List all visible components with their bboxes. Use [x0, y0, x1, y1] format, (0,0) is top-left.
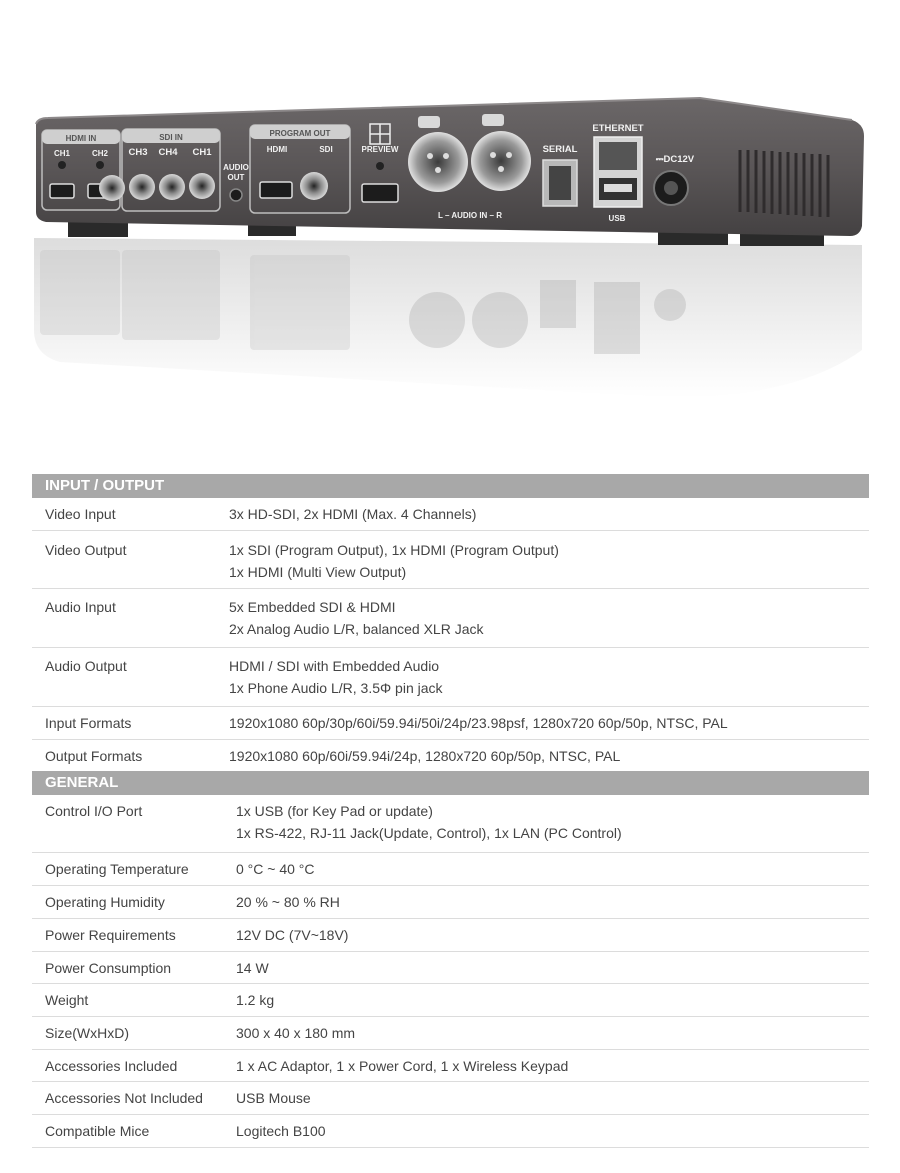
hdmi-in-label: HDMI IN [65, 134, 97, 143]
ch1-label: CH1 [53, 149, 71, 158]
spec-label: Input Formats [45, 715, 132, 731]
spec-line: 3x HD-SDI, 2x HDMI (Max. 4 Channels) [229, 506, 477, 522]
audio-in-label: L – AUDIO IN – R [437, 211, 503, 220]
table-row [32, 1050, 869, 1082]
spec-label: Operating Humidity [45, 894, 165, 910]
table-row [32, 648, 869, 707]
spec-line: 1.2 kg [236, 992, 275, 1008]
spec-label: Compatible Mice [45, 1123, 150, 1139]
serial-label: SERIAL [542, 144, 578, 155]
table-row [32, 952, 869, 984]
spec-line: 1x RS-422, RJ-11 Jack(Update, Control), 1x LAN (PC Control) [236, 825, 622, 841]
spec-line: 20 % ~ 80 % RH [236, 894, 340, 910]
dc-label: ⎓DC12V [655, 154, 695, 165]
spec-line: 1x USB (for Key Pad or update) [236, 803, 433, 819]
hdmi-port-icon [362, 184, 398, 202]
spec-value [236, 924, 869, 946]
spec-label: Weight [45, 992, 89, 1008]
spec-line: Logitech B100 [236, 1123, 326, 1139]
spec-label: Video Input [45, 506, 116, 522]
spec-label: Operating Temperature [45, 861, 189, 877]
spec-value [236, 1055, 869, 1077]
spec-value [236, 800, 869, 852]
spec-line: 14 W [236, 959, 269, 976]
spec-line: 1x Phone Audio L/R, 3.5Φ pin jack [229, 680, 443, 696]
table-row [32, 919, 869, 952]
bnc-connector-icon [129, 174, 155, 200]
spec-label: Accessories Not Included [45, 1090, 203, 1106]
device-rear-panel [0, 0, 900, 440]
ch4-label: CH4 [158, 147, 178, 158]
bnc-connector-icon [99, 175, 125, 201]
product-photo [0, 0, 900, 440]
table-row [32, 1115, 869, 1148]
spec-value [236, 957, 869, 979]
spec-line: 1920x1080 60p/60i/59.94i/24p, 1280x720 60p/50p, NTSC, PAL [229, 747, 621, 764]
spec-table [32, 474, 869, 1148]
bnc-connector-icon [300, 172, 328, 200]
spec-line: 1x SDI (Program Output), 1x HDMI (Program Output) [229, 542, 559, 558]
table-row [32, 853, 869, 886]
spec-value [229, 539, 869, 588]
section-general [32, 771, 869, 1148]
spec-label: Audio Output [45, 658, 127, 674]
spec-value [236, 1022, 869, 1044]
preview-label: PREVIEW [361, 145, 399, 154]
spec-line: USB Mouse [236, 1090, 311, 1106]
spec-line: 0 °C ~ 40 °C [236, 861, 315, 877]
spec-label: Power Requirements [45, 927, 176, 943]
section-input-output [32, 474, 869, 771]
spec-line: 1x HDMI (Multi View Output) [229, 564, 407, 580]
table-row [32, 498, 869, 531]
ch2-label: CH2 [91, 149, 109, 158]
table-row [32, 740, 869, 771]
ethernet-label: ETHERNET [592, 123, 644, 134]
audio-jack-icon [230, 189, 242, 201]
spec-label: Power Consumption [45, 959, 172, 976]
spec-value [236, 858, 869, 880]
sdi-label: SDI [319, 145, 333, 154]
spec-value [229, 503, 869, 525]
spec-label: Video Output [45, 542, 127, 558]
table-row [32, 795, 869, 853]
bnc-connector-icon [189, 173, 215, 199]
spec-value [229, 712, 869, 734]
spec-line: 2x Analog Audio L/R, balanced XLR Jack [229, 621, 484, 637]
section-header: GENERAL [32, 771, 869, 795]
spec-label: Output Formats [45, 747, 143, 764]
usb-label: USB [608, 214, 626, 223]
table-row [32, 1017, 869, 1050]
ethernet-port-icon [599, 142, 637, 170]
bnc-connector-icon [159, 174, 185, 200]
xlr-right-icon [471, 131, 531, 191]
spec-value [236, 1120, 869, 1142]
table-row [32, 886, 869, 919]
spec-value [229, 745, 869, 767]
hdmi-port-icon [50, 184, 74, 198]
spec-label: Control I/O Port [45, 803, 143, 819]
spec-line: 1920x1080 60p/30p/60i/59.94i/50i/24p/23.98psf, 1280x720 60p/50p, NTSC, PAL [229, 715, 728, 731]
ch3-label: CH3 [128, 147, 148, 158]
sdi-ch1-label: CH1 [192, 147, 212, 158]
table-row [32, 1082, 869, 1115]
hdmi-port-icon [260, 182, 292, 198]
spec-value [229, 655, 869, 706]
spec-line: 5x Embedded SDI & HDMI [229, 599, 396, 615]
table-row [32, 531, 869, 589]
spec-value [236, 1087, 869, 1109]
spec-line: 300 x 40 x 180 mm [236, 1025, 356, 1041]
spec-value [236, 989, 869, 1011]
sdi-in-label: SDI IN [159, 133, 183, 142]
spec-line: 1 x AC Adaptor, 1 x Power Cord, 1 x Wireless Keypad [236, 1057, 569, 1074]
spec-value [229, 596, 869, 647]
table-row [32, 984, 869, 1017]
hdmi-label: HDMI [266, 145, 288, 154]
spec-line: 12V DC (7V~18V) [236, 927, 349, 943]
xlr-left-icon [408, 132, 468, 192]
spec-line: HDMI / SDI with Embedded Audio [229, 658, 440, 674]
table-row [32, 707, 869, 740]
audio-out-label: AUDIO OUT [223, 163, 249, 182]
section-header: INPUT / OUTPUT [32, 474, 869, 498]
spec-label: Accessories Included [45, 1057, 178, 1074]
table-row [32, 589, 869, 648]
spec-label: Audio Input [45, 599, 116, 615]
spec-label: Size(WxHxD) [45, 1025, 129, 1041]
spec-value [236, 891, 869, 913]
program-out-label: PROGRAM OUT [269, 129, 331, 138]
